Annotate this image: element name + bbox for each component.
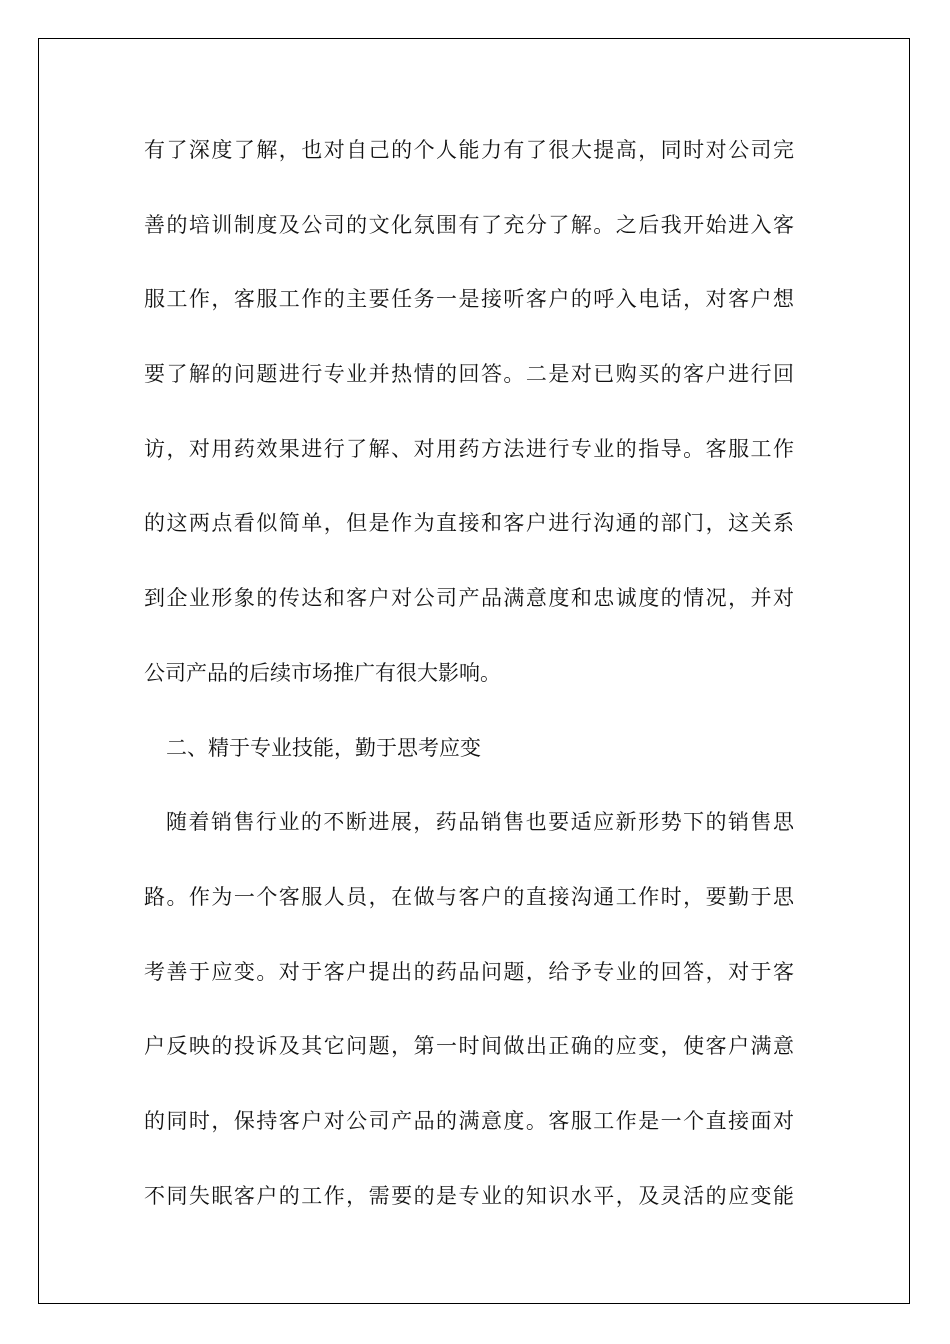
- text-line: 到企业形象的传达和客户对公司产品满意度和忠诚度的情况，并对: [144, 586, 794, 611]
- text-line: 有了深度了解，也对自己的个人能力有了很大提高，同时对公司完: [144, 138, 794, 162]
- text-line: 善的培训制度及公司的文化氛围有了充分了解。之后我开始进入客: [144, 212, 794, 237]
- text-line: 不同失眠客户的工作，需要的是专业的知识水平，及灵活的应变能: [144, 1183, 794, 1208]
- heading-text: 二、精于专业技能，勤于思考应变: [166, 735, 481, 760]
- paragraph-2: [144, 785, 794, 1233]
- text-line: 服工作，客服工作的主要任务一是接听客户的呼入电话，对客户想: [144, 287, 794, 312]
- text-line: 的同时，保持客户对公司产品的满意度。客服工作是一个直接面对: [144, 1108, 794, 1133]
- section-heading: [144, 711, 794, 786]
- text-line: 随着销售行业的不断进展，药品销售也要适应新形势下的销售思: [166, 810, 794, 835]
- text-line: 的这两点看似简单，但是作为直接和客户进行沟通的部门，这关系: [144, 511, 794, 536]
- text-line: 公司产品的后续市场推广有很大影响。: [144, 660, 501, 685]
- text-line: 访，对用药效果进行了解、对用药方法进行专业的指导。客服工作: [144, 436, 794, 461]
- document-body: [144, 113, 794, 1233]
- paragraph-1: [144, 113, 794, 711]
- text-line: 路。作为一个客服人员，在做与客户的直接沟通工作时，要勤于思: [144, 884, 794, 909]
- text-line: 要了解的问题进行专业并热情的回答。二是对已购买的客户进行回: [144, 362, 794, 387]
- text-line: 考善于应变。对于客户提出的药品问题，给予专业的回答，对于客: [144, 959, 794, 984]
- text-line: 户反映的投诉及其它问题，第一时间做出正确的应变，使客户满意: [144, 1034, 794, 1059]
